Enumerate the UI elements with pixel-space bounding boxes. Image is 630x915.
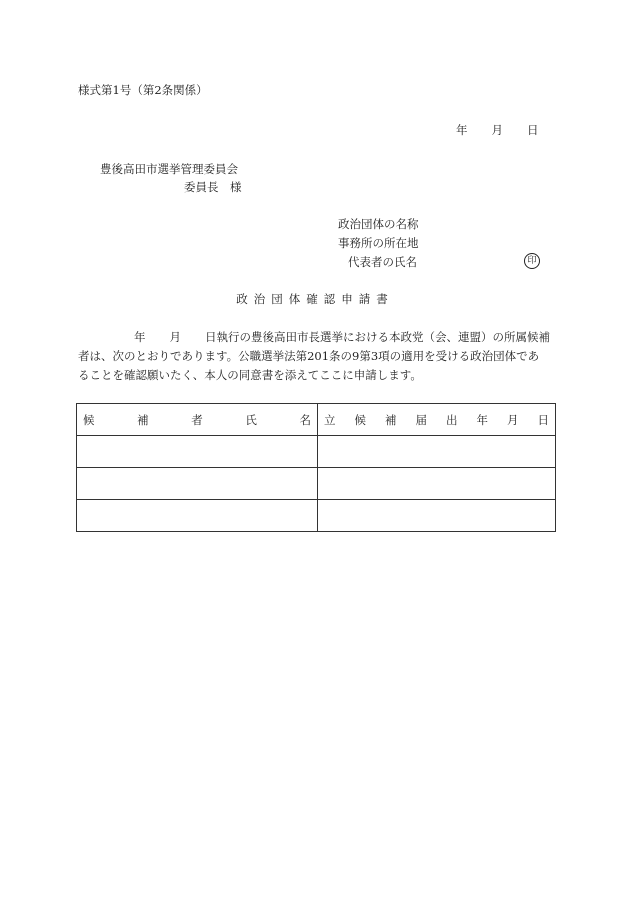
filing-date-header: 立候補届出年月日 — [318, 404, 556, 436]
table-row — [77, 436, 556, 468]
candidate-name-cell[interactable] — [77, 500, 318, 532]
representative-name-label: 代表者の氏名 — [348, 255, 417, 269]
organization-name-label: 政治団体の名称 — [338, 217, 419, 231]
body-line-1-text: 日執行の豊後高田市長選挙における本政党（会、連盟）の所属候補 — [205, 330, 550, 344]
date-line — [456, 123, 539, 137]
candidate-table — [76, 403, 556, 532]
body-line-1 — [78, 328, 556, 347]
addressee-organization: 豊後高田市選挙管理委員会 — [100, 162, 238, 176]
candidate-name-cell[interactable] — [77, 436, 318, 468]
body-year-label: 年 — [134, 330, 146, 344]
table-row — [77, 468, 556, 500]
office-address-label: 事務所の所在地 — [338, 236, 419, 250]
table-row — [77, 500, 556, 532]
applicant-block — [338, 217, 419, 274]
form-number: 様式第1号（第2条関係） — [78, 83, 208, 97]
candidate-name-header: 候補者氏名 — [77, 404, 318, 436]
body-line-3: ることを確認願いたく、本人の同意書を添えてここに申請します。 — [78, 368, 422, 382]
table-header-row — [77, 404, 556, 436]
date-day-label: 日 — [527, 123, 539, 137]
date-year-label: 年 — [456, 123, 468, 137]
body-line-2: 者は、次のとおりであります。公職選挙法第201条の9第3項の適用を受ける政治団体であ — [78, 349, 540, 363]
filing-date-cell[interactable] — [318, 468, 556, 500]
candidate-name-cell[interactable] — [77, 468, 318, 500]
application-body — [78, 328, 556, 385]
seal-mark: 印 — [524, 253, 540, 269]
filing-date-cell[interactable] — [318, 436, 556, 468]
filing-date-cell[interactable] — [318, 500, 556, 532]
document-title: 政治団体確認申請書 — [236, 292, 394, 306]
date-month-label: 月 — [491, 123, 503, 137]
addressee-title: 委員長 様 — [184, 180, 242, 194]
body-month-label: 月 — [169, 330, 181, 344]
